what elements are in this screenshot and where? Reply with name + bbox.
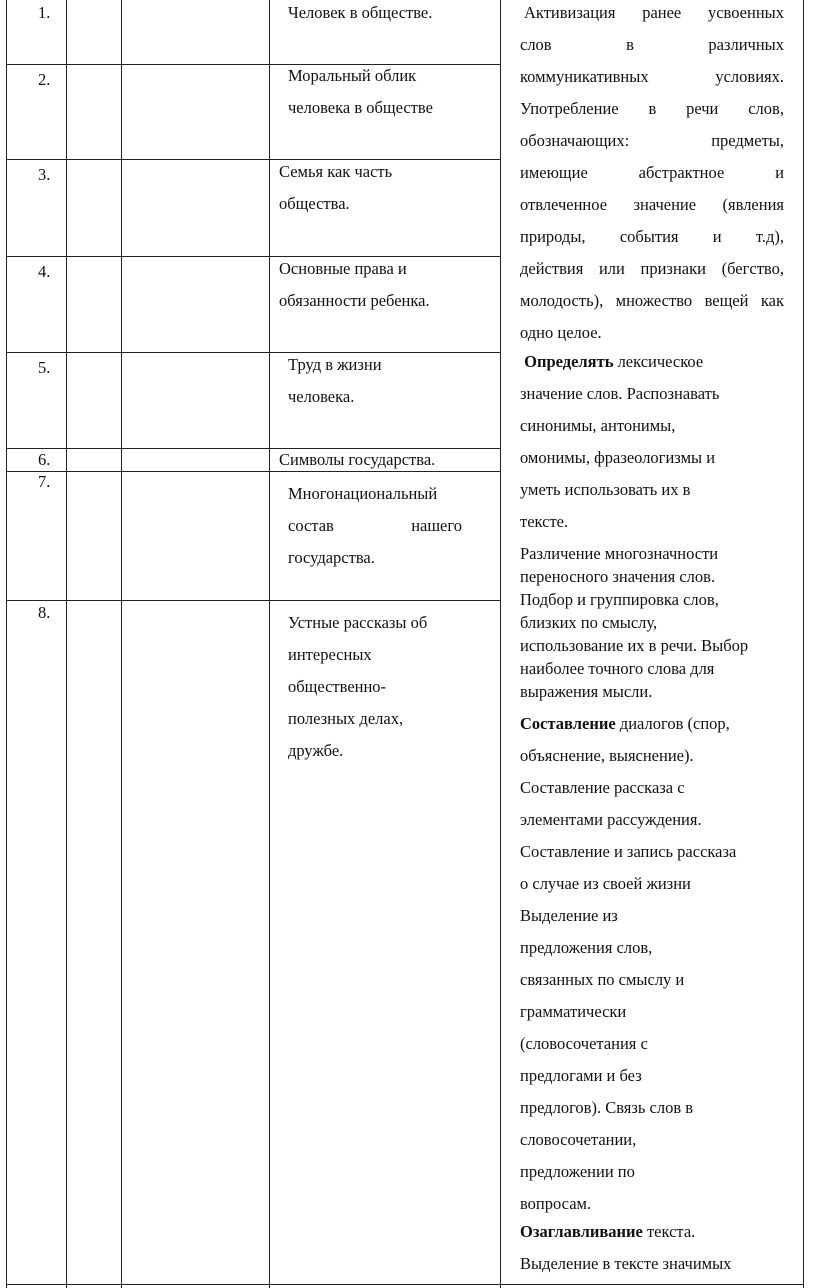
bold-term: Определять [524, 352, 614, 371]
activity-word: в [626, 35, 634, 54]
activity-line: значение слов. Распознавать [520, 384, 720, 403]
topic-cell: Труд в жизни человека. [288, 355, 382, 406]
activity-word: события [619, 227, 679, 246]
activity-line: Различение многозначности [520, 544, 719, 563]
activity-line: тексте. [520, 512, 569, 531]
topic-cell: Моральный облик человека в обществе [288, 66, 433, 117]
activity-line: объяснение, выяснение). [520, 746, 694, 765]
activity-line: Выделение из [520, 906, 618, 925]
activity-line: предлогов). Связь слов в [520, 1098, 694, 1117]
activity-word: отвлеченное [520, 195, 608, 214]
activity-word: условиях. [715, 67, 784, 86]
row-number: 2. [38, 70, 51, 89]
topic-cell: Многонациональный состав нашего государства. [288, 484, 462, 567]
bold-term: Озаглавливание [520, 1222, 643, 1241]
activities-block-5 [520, 1216, 784, 1280]
activity-word: и [775, 163, 784, 182]
topic-cell: Человек в обществе. [288, 3, 433, 22]
activity-word: слов, [748, 99, 784, 118]
activity-line: Озаглавливание текста. [520, 1222, 696, 1241]
activity-line: предлогами и без [520, 1066, 642, 1085]
topic-cell: Символы государства. [279, 450, 436, 469]
activity-word: ранее [642, 3, 682, 22]
activity-word: значение [633, 195, 697, 214]
activity-word: усвоенных [707, 3, 784, 22]
activity-line [520, 253, 784, 285]
activity-line: связанных по смыслу и [520, 970, 685, 989]
activity-line: близких по смыслу, [520, 613, 658, 632]
activity-line: предложения слов, [520, 938, 653, 957]
activity-line: предложении по [520, 1162, 635, 1181]
activity-line: Подбор и группировка слов, [520, 590, 719, 609]
activity-line: синонимы, антонимы, [520, 416, 676, 435]
topic-word: состав [288, 516, 334, 535]
activity-word: Активизация [524, 3, 616, 22]
activity-line: Выделение в тексте значимых [520, 1254, 732, 1273]
activity-line: наиболее точного слова для [520, 659, 715, 678]
activity-word: Употребление [520, 99, 619, 118]
activity-word: предметы, [711, 131, 784, 150]
activity-word: действия [520, 259, 584, 278]
activity-line: использование их в речи. Выбор [520, 636, 749, 655]
activity-word: множество [615, 291, 693, 310]
activity-line: Составление диалогов (спор, [520, 714, 730, 733]
row-number: 3. [38, 165, 51, 184]
activity-word: и [712, 227, 722, 246]
activity-word: имеющие [520, 163, 588, 182]
row-number: 7. [38, 472, 51, 491]
activity-word: молодость), [520, 291, 604, 310]
activity-word: признаки [640, 259, 706, 278]
activity-line: уметь использовать их в [520, 480, 691, 499]
activity-word: различных [708, 35, 784, 54]
activity-line [520, 61, 784, 93]
activity-line: грамматически [520, 1002, 627, 1021]
activities-block-4 [520, 708, 784, 1220]
activity-line: элементами рассуждения. [520, 810, 702, 829]
activity-line [520, 125, 784, 157]
activities-block-1 [520, 0, 784, 349]
activity-word: обозначающих: [520, 131, 630, 150]
activity-line: одно целое. [520, 323, 602, 342]
topic-cell: Основные права и обязанности ребенка. [279, 259, 430, 310]
row-number: 1. [38, 3, 51, 22]
row-number: 6. [38, 450, 51, 469]
activity-line [520, 157, 784, 189]
activity-line: переносного значения слов. [520, 567, 716, 586]
activity-line [520, 221, 784, 253]
activity-line: о случае из своей жизни [520, 874, 691, 893]
row-number: 5. [38, 358, 51, 377]
activity-line: Составление рассказа с [520, 778, 685, 797]
activity-word: природы, [520, 227, 586, 246]
activity-word: слов [520, 35, 552, 54]
activity-word: в [648, 99, 657, 118]
activity-line: омонимы, фразеологизмы и [520, 448, 716, 467]
activities-block-2 [520, 346, 784, 538]
activity-word: т.д), [755, 227, 784, 246]
activity-line [520, 29, 784, 61]
activity-line [520, 189, 784, 221]
activity-line: Составление и запись рассказа [520, 842, 737, 861]
activities-block-3 [520, 542, 784, 703]
activity-line [520, 93, 784, 125]
activity-word: (явления [722, 195, 784, 214]
activity-line: вопросам. [520, 1194, 592, 1213]
activity-word: или [598, 259, 625, 278]
activity-line [520, 285, 784, 317]
activity-line: Определять лексическое [524, 352, 704, 371]
activity-word: как [760, 291, 784, 310]
activity-line [520, 0, 784, 29]
activity-word: (бегство, [721, 259, 784, 278]
activity-line: (словосочетания с [520, 1034, 648, 1053]
topic-word: нашего [411, 516, 462, 535]
row-number: 4. [38, 262, 51, 281]
activity-word: абстрактное [638, 163, 725, 182]
topic-cell: Семья как часть общества. [279, 162, 393, 213]
activity-word: коммуникативных [520, 67, 649, 86]
activity-word: вещей [704, 291, 749, 310]
activity-line: выражения мысли. [520, 682, 653, 701]
activity-line: словосочетании, [520, 1130, 637, 1149]
topic-cell: Устные рассказы об интересных общественно- полезных делах, дружбе. [288, 613, 428, 760]
activity-word: речи [686, 99, 719, 118]
bold-term: Составление [520, 714, 616, 733]
row-number: 8. [38, 603, 51, 622]
